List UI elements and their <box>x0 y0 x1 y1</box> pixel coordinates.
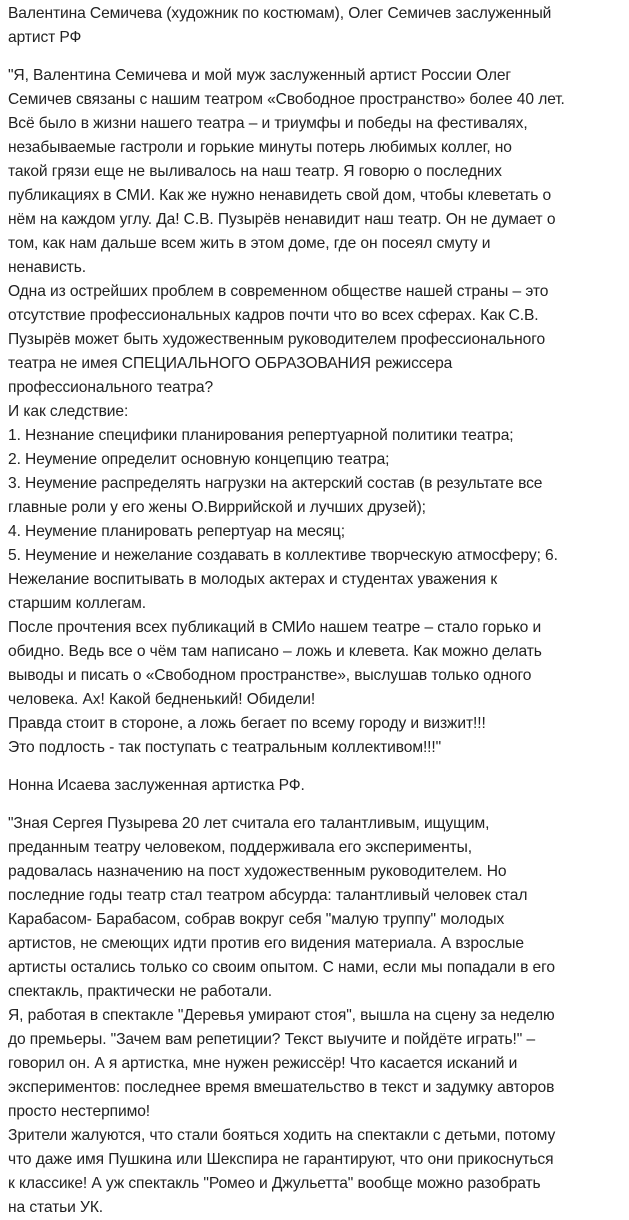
text-line: После прочтения всех публикаций в СМИо нашем театре – стало горько и <box>8 619 542 636</box>
text-line: Нонна Исаева заслуженная артистка РФ. <box>8 777 305 794</box>
text-line: профессионального театра? <box>8 379 214 396</box>
text-line: 4. Неумение планировать репертуар на месяц; <box>8 523 345 540</box>
text-line: Валентина Семичева (художник по костюмам), Олег Семичев заслуженный <box>8 5 552 22</box>
author-semichev-heading <box>8 2 623 50</box>
text-line: Всё было в жизни нашего театра – и триумфы и победы на фестивалях, <box>8 115 528 132</box>
text-line: говорил он. А я артистка, мне нужен режиссёр! Что касается исканий и <box>8 1055 518 1072</box>
text-line: Это подлость - так поступать с театральным коллективом!!!" <box>8 739 442 756</box>
text-line: Правда стоит в стороне, а ложь бегает по всему городу и визжит!!! <box>8 715 486 732</box>
text-line: на статьи УК. <box>8 1199 104 1216</box>
text-line: артист РФ <box>8 29 82 46</box>
text-line: 5. Неумение и нежелание создавать в коллективе творческую атмосферу; 6. <box>8 547 558 564</box>
text-line: ненависть. <box>8 259 86 276</box>
text-line: обидно. Ведь все о чём там написано – ложь и клевета. Как можно делать <box>8 643 542 660</box>
semichev-statement <box>8 64 623 760</box>
text-line: до премьеры. "Зачем вам репетиции? Текст выучите и пойдёте играть!" – <box>8 1031 536 1048</box>
text-line: "Зная Сергея Пузырева 20 лет считала его талантливым, ищущим, <box>8 815 490 832</box>
text-line: публикациях в СМИ. Как же нужно ненавидеть свой дом, чтобы клеветать о <box>8 187 552 204</box>
text-line: том, как нам дальше всем жить в этом доме, где он посеял смуту и <box>8 235 491 252</box>
text-line: Зрители жалуются, что стали бояться ходить на спектакли с детьми, потому <box>8 1127 556 1144</box>
text-line: 2. Неумение определит основную концепцию театра; <box>8 451 390 468</box>
text-line: И как следствие: <box>8 403 129 420</box>
text-line: Я, работая в спектакле "Деревья умирают стоя", вышла на сцену за неделю <box>8 1007 555 1024</box>
text-line: нём на каждом углу. Да! С.В. Пузырёв ненавидит наш театр. Он не думает о <box>8 211 556 228</box>
text-line: "Я, Валентина Семичева и мой муж заслуженный артист России Олег <box>8 67 512 84</box>
isaeva-statement <box>8 812 623 1220</box>
text-line: что даже имя Пушкина или Шекспира не гарантируют, что они прикоснуться <box>8 1151 554 1168</box>
text-line: просто нестерпимо! <box>8 1103 151 1120</box>
text-line: Семичев связаны с нашим театром «Свободное пространство» более 40 лет. <box>8 91 565 108</box>
text-line: 1. Незнание специфики планирования репертуарной политики театра; <box>8 427 514 444</box>
text-line: незабываемые гастроли и горькие минуты потерь любимых коллег, но <box>8 139 512 156</box>
text-line: главные роли у его жены О.Виррийской и лучших друзей); <box>8 499 426 516</box>
text-line: отсутствие профессиональных кадров почти что во всех сферах. Как С.В. <box>8 307 539 324</box>
text-line: к классике! А уж спектакль "Ромео и Джульетта" вообще можно разобрать <box>8 1175 541 1192</box>
text-line: радовалась назначению на пост художественным руководителем. Но <box>8 863 507 880</box>
text-line: экспериментов: последнее время вмешательство в текст и задумку авторов <box>8 1079 555 1096</box>
text-line: такой грязи еще не выливалось на наш театр. Я говорю о последних <box>8 163 502 180</box>
text-line: 3. Неумение распределять нагрузки на актерский состав (в результате все <box>8 475 543 492</box>
text-line: Карабасом- Барабасом, собрав вокруг себя "малую труппу" молодых <box>8 911 505 928</box>
text-line: Нежелание воспитывать в молодых актерах и студентах уважения к <box>8 571 498 588</box>
text-line: преданным театру человеком, поддерживала его эксперименты, <box>8 839 473 856</box>
text-line: Пузырёв может быть художественным руководителем профессионального <box>8 331 546 348</box>
text-line: артистов, не смеющих идти против его видения материала. А взрослые <box>8 935 524 952</box>
text-line: выводы и писать о «Свободном пространстве», выслушав только одного <box>8 667 532 684</box>
text-line: последние годы театр стал театром абсурда: талантливый человек стал <box>8 887 528 904</box>
text-line: театра не имея СПЕЦИАЛЬНОГО ОБРАЗОВАНИЯ режиссера <box>8 355 453 372</box>
text-line: человека. Ах! Какой бедненький! Обидели! <box>8 691 316 708</box>
text-line: спектакль, практически не работали. <box>8 983 273 1000</box>
text-line: старшим коллегам. <box>8 595 146 612</box>
author-isaeva-heading <box>8 774 623 798</box>
text-line: артисты остались только со своим опытом. С нами, если мы попадали в его <box>8 959 555 976</box>
text-line: Одна из острейших проблем в современном обществе нашей страны – это <box>8 283 549 300</box>
